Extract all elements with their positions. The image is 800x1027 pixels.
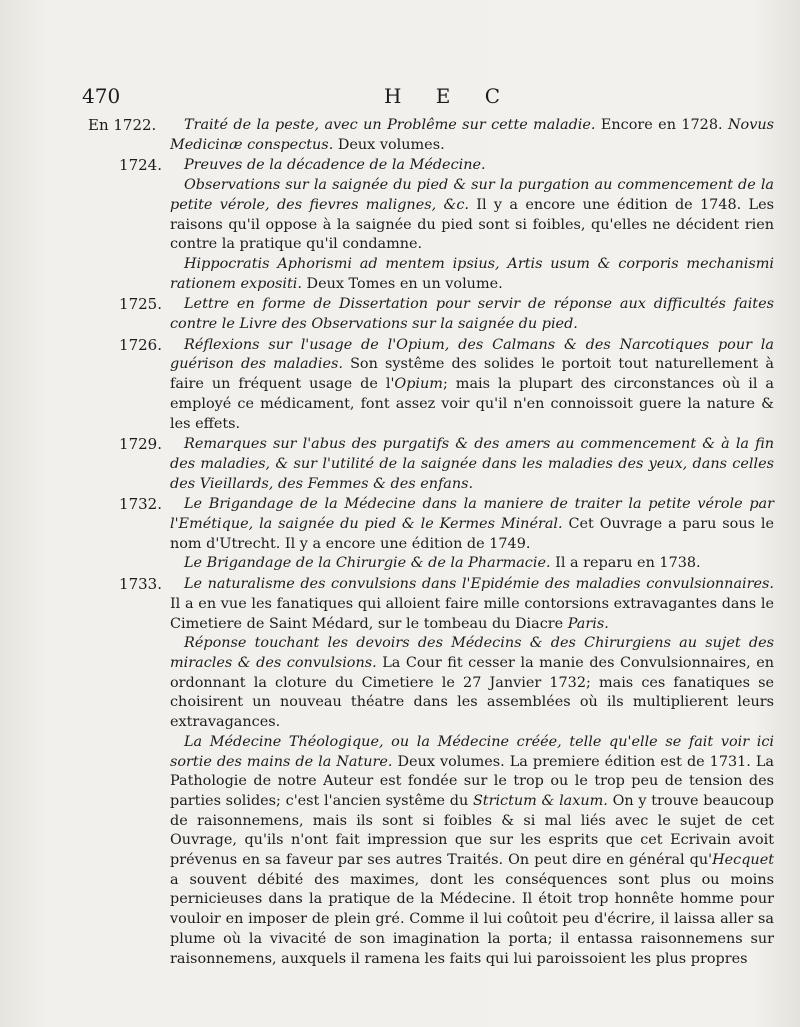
body-text: On y trouve beaucoup de raisonnemens, mais ils sont si foibles & si mal liés avec le sujet de cet Ouvrage, qu'ils n'ont fait impression que sur les esprits que cet Ecrivain avoit prévenus en sa faveur par ses autres Traités. On peut dire en général qu' xyxy=(170,792,775,869)
italic-title-text: Paris. xyxy=(567,615,609,632)
body-text: Deux volumes. xyxy=(333,136,445,153)
italic-title-text: Réflexions sur l'usage de l'Opium, des Calmans & des Narcotiques pour la guérison des maladies. xyxy=(170,336,774,373)
bibliography-entry xyxy=(88,156,774,294)
italic-title-text: Le Brigandage de la Médecine dans la maniere de traiter la petite vérole par l'Emétique, la saignée du pied & le Kermes Minéral. xyxy=(170,496,774,533)
bibliography-entry xyxy=(88,575,774,969)
italic-title-text: Observations sur la saignée du pied & sur la purgation au commencement de la petite vérole, des fievres malignes, &c. xyxy=(170,177,774,213)
body-text: Il y a encore une édition de 1748. Les raisons qu'il oppose à la saignée du pied sont si foibles, qu'elles ne décident rien contre la pratique qu'il condamne. xyxy=(170,196,775,253)
italic-title-text: Réponse touchant les devoirs des Médecins & des Chirurgiens au sujet des miracles & des convulsions. xyxy=(170,635,774,671)
entry-paragraph xyxy=(170,176,774,255)
entry-year: 1732. xyxy=(119,495,162,514)
italic-title-text: Remarques sur l'abus des purgatifs & des amers au commencement & à la fin des maladies, & sur l'utilité de la saignée dans les maladies des yeux, dans celles des Vieillards, des Femmes & des enfans. xyxy=(170,436,774,492)
italic-title-text: Traité de la peste, avec un Problême sur cette maladie. xyxy=(184,117,596,133)
entry-paragraph xyxy=(170,495,774,554)
body-text: Deux volumes. La premiere édition est de 1731. La Pathologie de notre Auteur est fondée sur le trop ou le trop peu de tension des parties solides; c'est l'ancien systême du xyxy=(170,753,774,809)
italic-title-text: Hecquet xyxy=(712,852,774,869)
entry-year: 1724. xyxy=(119,156,162,175)
bibliography-entry xyxy=(88,435,774,494)
entry-paragraph xyxy=(170,634,774,733)
body-text: Encore en 1728. xyxy=(595,117,728,133)
body-text: Son systême des solides le portoit tout naturellement à faire un fréquent usage de l' xyxy=(170,356,774,393)
italic-title-text: Le naturalisme des convulsions dans l'Epidémie des maladies convulsionnaires. xyxy=(184,576,774,593)
entry-paragraph xyxy=(170,116,774,155)
page-header xyxy=(82,84,740,108)
body-text: Deux Tomes en un volume. xyxy=(301,275,503,292)
body-text: La Cour fit cesser la manie des Convulsionnaires, en ordonnant la cloture du Cimetiere le 27 Janvier 1732; mais ces fanatiques se choisirent un nouveau théatre dans les assemblées où ils multiplierent leurs extravagances. xyxy=(170,654,774,731)
italic-title-text: Preuves de la décadence de la Médecine. xyxy=(184,157,486,174)
entry-year: 1725. xyxy=(119,295,162,314)
body-text: Il a en vue les fanatiques qui alloient faire mille contorsions extravagantes dans le Cimetiere de Saint Médard, sur le tombeau du Diacre xyxy=(170,595,774,632)
italic-title-text: Hippocratis Aphorismi ad mentem ipsius, Artis usum & corporis mechanismi rationem expositi. xyxy=(170,255,774,292)
entry-paragraph xyxy=(170,575,774,634)
italic-title-text: La Médecine Théologique, ou la Médecine créée, telle qu'elle se fait voir ici sortie des mains de la Nature. xyxy=(170,733,774,770)
running-head: H E C xyxy=(384,84,515,108)
bibliography-entry xyxy=(88,116,774,155)
entry-year: 1726. xyxy=(119,335,162,354)
bibliography-entry xyxy=(88,495,774,574)
page-number: 470 xyxy=(82,84,121,108)
italic-title-text: Opium xyxy=(394,376,443,393)
entry-year: 1733. xyxy=(119,575,162,594)
entry-paragraph xyxy=(170,255,774,294)
bibliography-entry xyxy=(88,336,774,435)
entry-paragraph xyxy=(170,156,774,176)
body-text: ; mais la plupart des circonstances où il a employé ce médicament, font assez voir qu'il n'en connoissoit guere la nature & les effets. xyxy=(170,376,774,432)
entries-list xyxy=(88,116,774,969)
body-text: Cet Ouvrage a paru sous le nom d'Utrecht. Il y a encore une édition de 1749. xyxy=(170,516,774,552)
italic-title-text: Lettre en forme de Dissertation pour servir de réponse aux difficultés faites contre le Livre des Observations sur la saignée du pied. xyxy=(170,296,774,333)
italic-title-text: Le Brigandage de la Chirurgie & de la Pharmacie. xyxy=(184,555,551,572)
body-text: Il a reparu en 1738. xyxy=(550,555,701,572)
entry-paragraph xyxy=(170,295,774,334)
bibliography-entry xyxy=(88,295,774,334)
entry-paragraph xyxy=(170,435,774,494)
entry-paragraph xyxy=(170,336,774,435)
entry-paragraph xyxy=(170,554,774,574)
entry-paragraph xyxy=(170,733,774,969)
italic-title-text: Novus Medicinæ conspectus. xyxy=(170,117,774,153)
italic-title-text: Strictum & laxum. xyxy=(472,792,608,809)
body-text: a souvent débité des maximes, dont les conséquences sont plus ou moins pernicieuses dans la pratique de la Médecine. Il étoit trop honnête homme pour vouloir en imposer de plein gré. Comme il lui coûtoit peu d'écrire, il laissa aller sa plume où la vivacité de son imagination la porta; il entassa raisonnemens sur raisonnemens, auxquels il ramena les faits qui lui paroissoient les plus propres xyxy=(170,871,774,967)
entry-year: En 1722. xyxy=(88,116,157,134)
entry-year: 1729. xyxy=(119,435,162,454)
